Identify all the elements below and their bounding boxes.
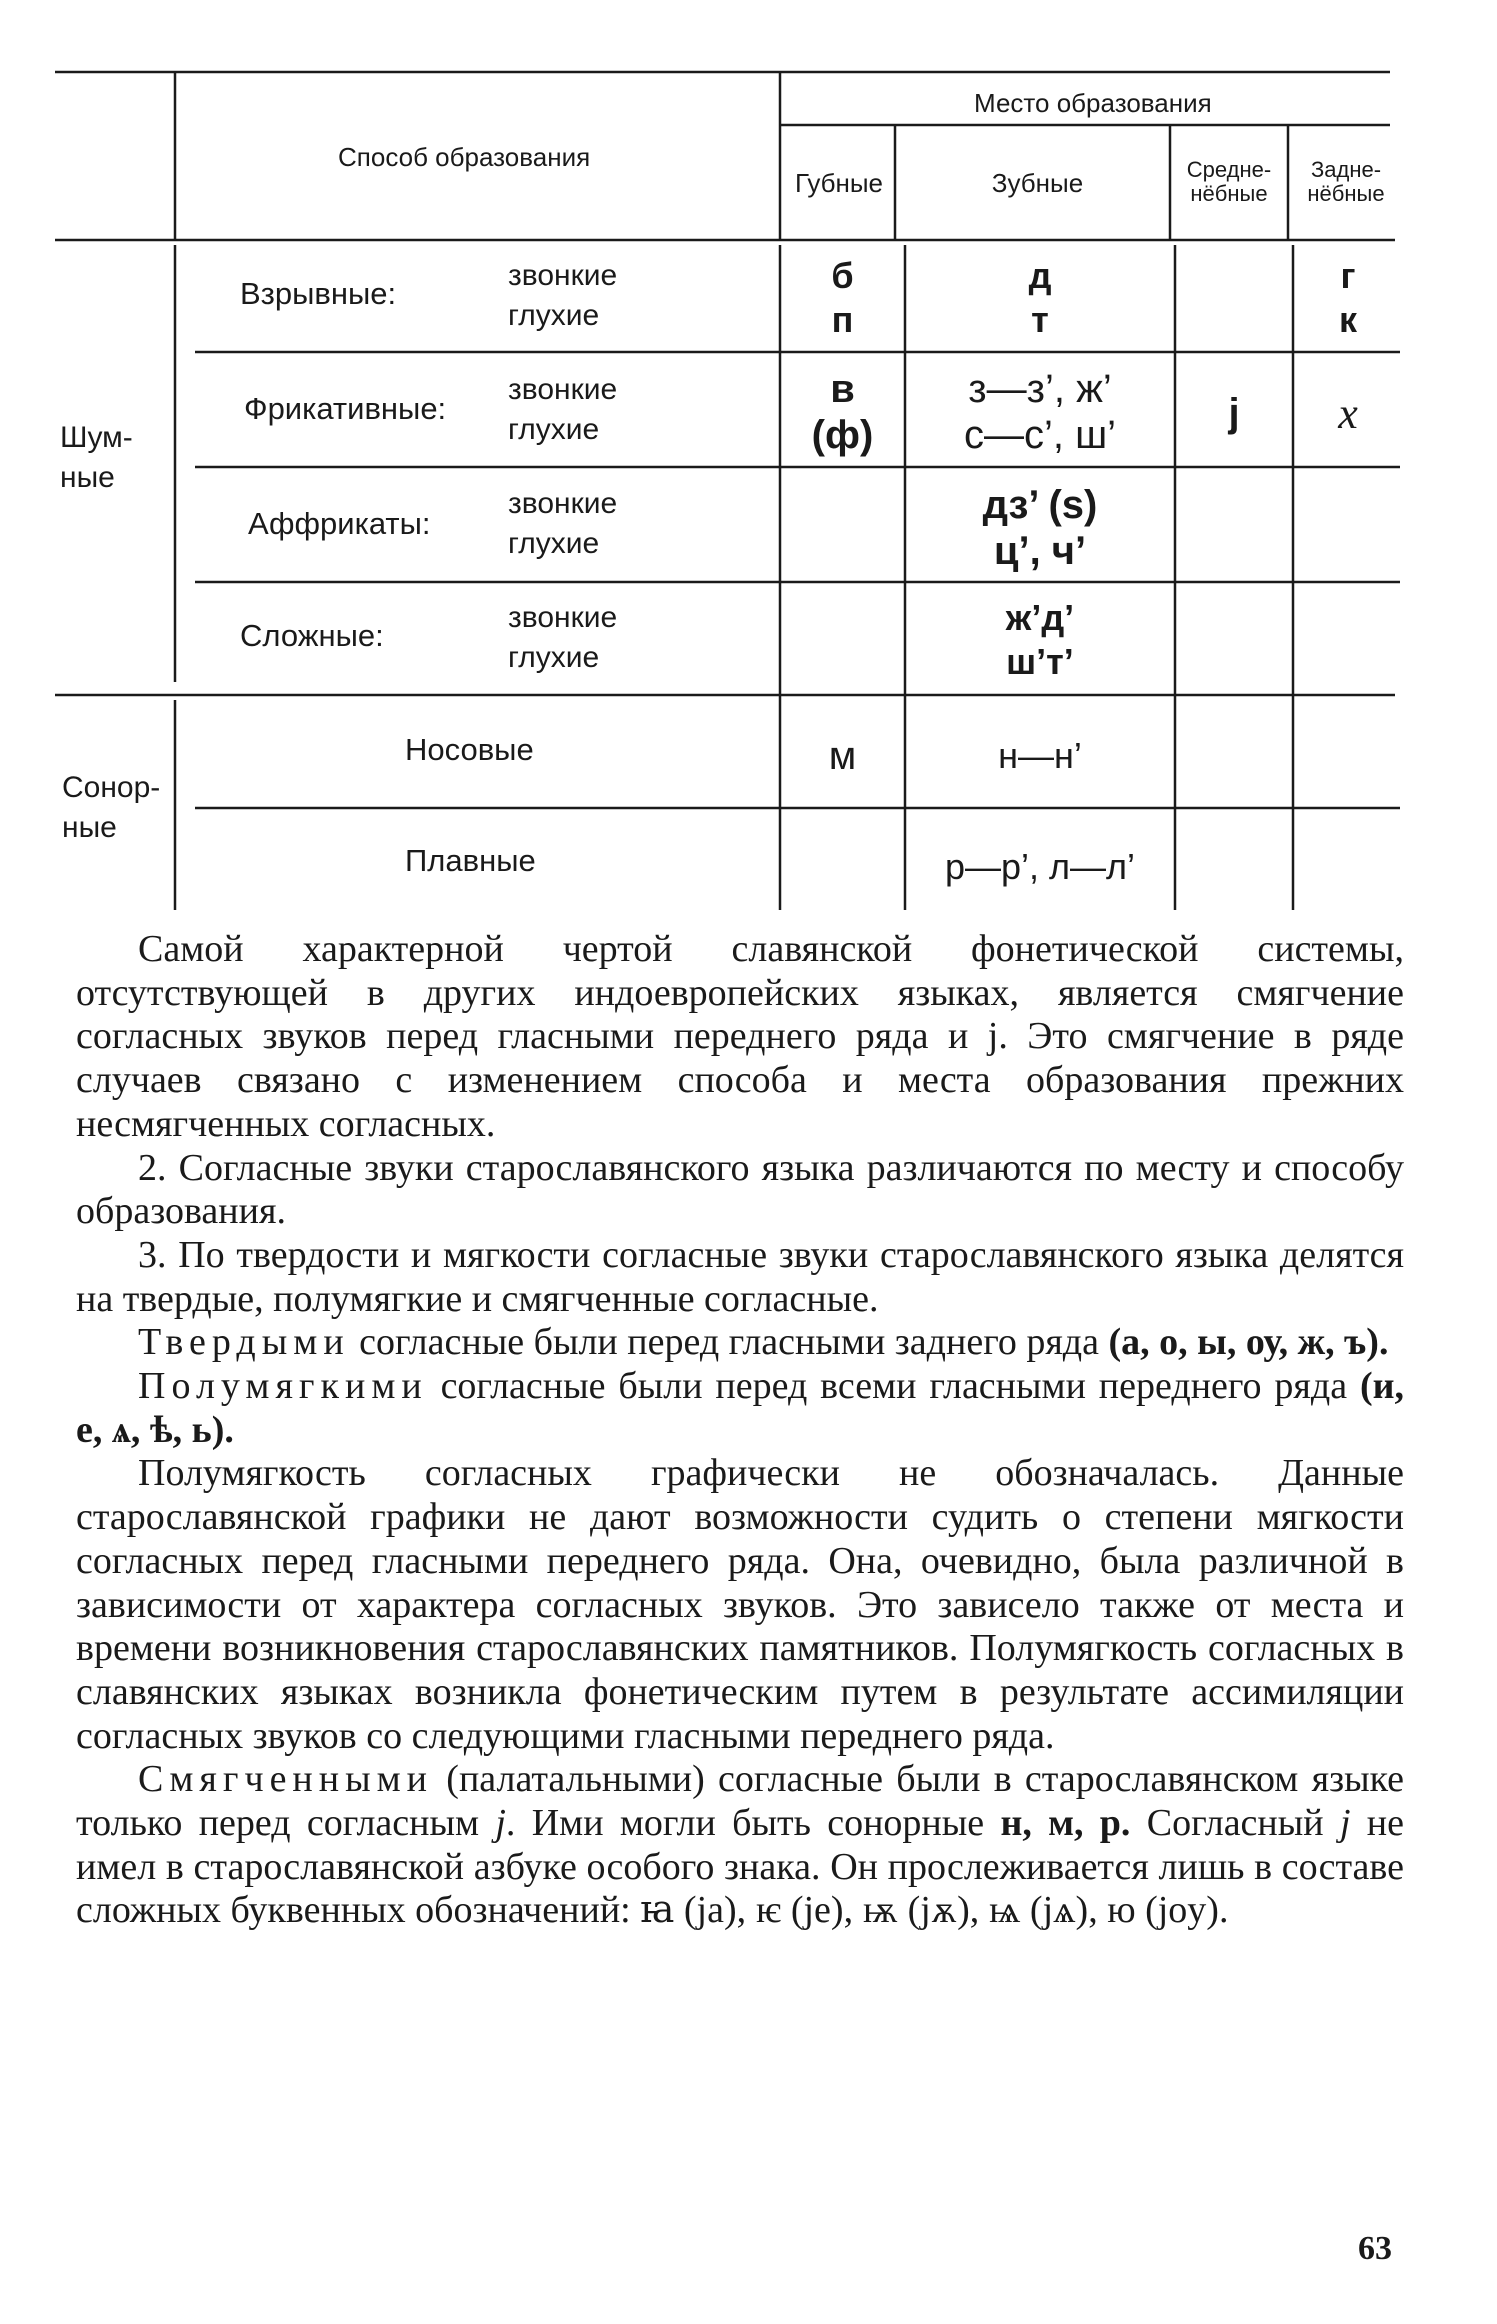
row-nasal-type: Носовые bbox=[405, 732, 534, 767]
row-affricate-dental: дз’ (ѕ) ц’, ч’ bbox=[982, 483, 1098, 573]
row-fricative-dental: з—з’, ж’ с—с’, ш’ bbox=[963, 367, 1117, 457]
table-grid bbox=[0, 0, 1497, 920]
row-fricative-voice: звонкие глухие bbox=[508, 373, 618, 446]
letters-front: (и, е, ѧ, ѣ, ь). bbox=[76, 1365, 1404, 1451]
paragraph-1: Самой характерной чертой славянской фонетической системы, отсутствующей в других индоевропейских языках, является смягчение согласных звуков перед гласными переднего ряда и j. Это смягчение в ряде случаев связано с изменением способа и места образования прежних несмягченных согласных. bbox=[76, 928, 1404, 1145]
row-nasal-dental: н—н’ bbox=[998, 735, 1082, 776]
row-complex-voice: звонкие глухие bbox=[508, 601, 618, 674]
row-nasal-labial: м bbox=[828, 734, 857, 778]
paragraph-7: Смягченными (палатальными) согласные были в старославянском языке только перед согласным j. Ими могли быть сонорные н, м, р. Согласный j не имел в старославянской азбуке особого знака. Он прослеживается лишь в составе сложных буквенных обозначений: ꙗ (ja), ѥ (je), ѭ (jѫ), ѩ (jѧ), ю (joу). bbox=[76, 1758, 1404, 1932]
paragraph-5: Полумягкими согласные были перед всеми гласными переднего ряда (и, е, ѧ, ѣ, ь). bbox=[76, 1365, 1404, 1451]
row-fricative-velar: х bbox=[1338, 389, 1358, 438]
group-sonorant: Сонор- ные bbox=[62, 771, 161, 844]
row-plosive-labial: б п bbox=[831, 255, 854, 340]
paragraph-4: Твердыми согласные были перед гласными заднего ряда (а, о, ы, оу, ж, ъ). bbox=[138, 1321, 1389, 1364]
col-velar-header: Задне- нёбные bbox=[1307, 157, 1385, 206]
letters-back: (а, о, ы, оу, ж, ъ). bbox=[1108, 1321, 1389, 1364]
page-number: 63 bbox=[1358, 2230, 1392, 2267]
row-plosive-voice: звонкие глухие bbox=[508, 259, 618, 332]
row-plosive-velar: г к bbox=[1338, 255, 1358, 340]
col-labial-header: Губные bbox=[794, 168, 884, 198]
row-plosive-type: Взрывные: bbox=[240, 276, 397, 311]
term-semisoft: Полумягкими bbox=[138, 1365, 428, 1408]
row-affricate-type: Аффрикаты: bbox=[248, 506, 431, 541]
term-hard: Твердыми bbox=[138, 1321, 350, 1364]
term-softened: Смягченными bbox=[138, 1758, 434, 1801]
place-header: Место образования bbox=[974, 88, 1212, 118]
consonant-table bbox=[0, 0, 1497, 920]
paragraph-6: Полумягкость согласных графически не обозначалась. Данные старославянской графики не дают возможности судить о степени мягкости согласных перед гласными переднего ряда. Она, очевидно, была различной в зависимости от характера согласных звуков. Это зависело также от места и времени возникновения старославянских памятников. Полумягкость согласных в славянских языках возникла фонетическим путем в результате ассимиляции согласных звуков со следующими гласными переднего ряда. bbox=[76, 1452, 1404, 1757]
paragraph-2: 2. Согласные звуки старославянского языка различаются по месту и способу образования. bbox=[76, 1146, 1404, 1233]
body-text bbox=[76, 928, 1404, 1933]
paragraph-3: 3. По твердости и мягкости согласные звуки старославянского языка делятся на твердые, полумягкие и смягченные согласные. bbox=[76, 1233, 1404, 1320]
row-plosive-dental: д т bbox=[1028, 255, 1052, 340]
col-dental-header: Зубные bbox=[991, 168, 1084, 198]
row-liquid-type: Плавные bbox=[405, 843, 536, 878]
row-fricative-palatal: j bbox=[1228, 391, 1240, 435]
method-header: Способ образования bbox=[338, 142, 591, 172]
ligature-list: ꙗ (ja), ѥ (je), ѭ (jѫ), ѩ (jѧ), ю (joу). bbox=[640, 1889, 1229, 1932]
row-fricative-type: Фрикативные: bbox=[244, 391, 447, 426]
row-complex-dental: ж’д’ ш’т’ bbox=[1005, 597, 1075, 682]
row-fricative-labial: в (ф) bbox=[811, 367, 874, 457]
col-palatal-header: Средне- нёбные bbox=[1186, 157, 1272, 206]
group-noisy: Шум- ные bbox=[60, 421, 133, 494]
row-complex-type: Сложные: bbox=[240, 618, 384, 653]
row-affricate-voice: звонкие глухие bbox=[508, 487, 618, 560]
row-liquid-dental: р—р’, л—л’ bbox=[944, 846, 1136, 887]
